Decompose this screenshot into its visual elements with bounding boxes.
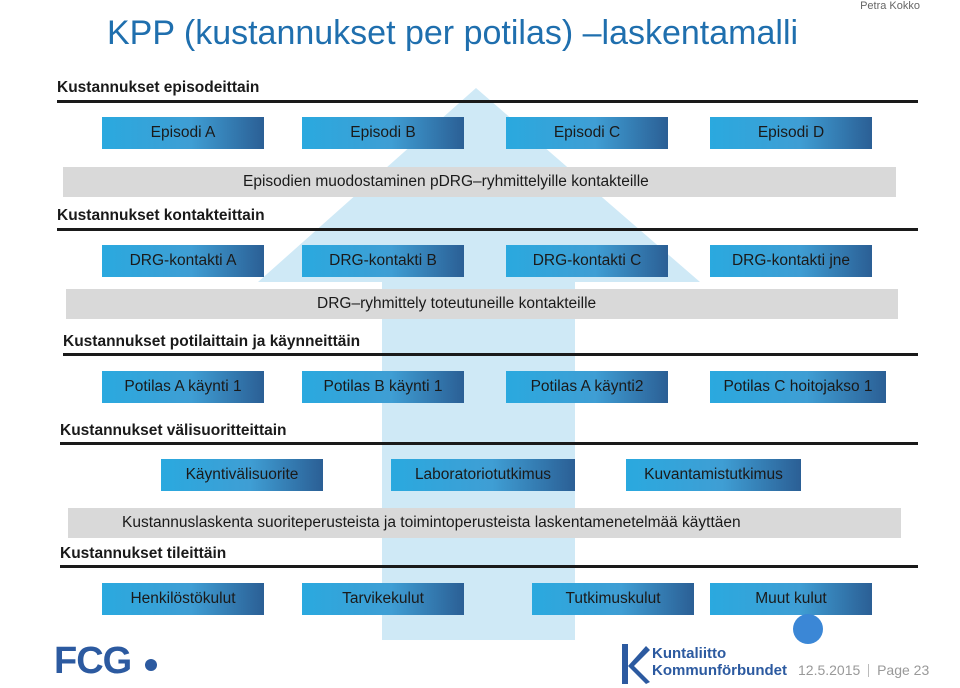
box-episodi-a: Episodi A	[102, 117, 264, 149]
box-muut-kulut: Muut kulut	[710, 583, 872, 615]
box-potilas-a-kaynti-2: Potilas A käynti2	[506, 371, 668, 403]
page-number: Page 23	[877, 662, 930, 678]
box-tutkimuskulut: Tutkimuskulut	[532, 583, 694, 615]
divider-line	[60, 565, 918, 568]
kuntaliitto-logo-text	[652, 645, 787, 679]
footer-date: 12.5.2015	[798, 662, 861, 678]
band-episode-formation: Episodien muodostaminen pDRG–ryhmittelyille kontakteille	[63, 167, 896, 197]
box-episodi-d: Episodi D	[710, 117, 872, 149]
band-cost-accounting: Kustannuslaskenta suoriteperusteista ja toimintoperusteista laskentamenetelmää käyttäen	[68, 508, 901, 538]
label-intermediate-outputs: Kustannukset välisuoritteittain	[60, 422, 287, 439]
box-potilas-b-kaynti-1: Potilas B käynti 1	[302, 371, 464, 403]
box-episodi-b: Episodi B	[302, 117, 464, 149]
footer-date-page	[798, 662, 929, 678]
divider-line	[57, 100, 918, 103]
box-tarvikekulut: Tarvikekulut	[302, 583, 464, 615]
kuntaliitto-line1: Kuntaliitto	[652, 645, 727, 662]
divider-line	[60, 442, 918, 445]
box-henkilostokulut: Henkilöstökulut	[102, 583, 264, 615]
fcg-logo: FCG	[54, 640, 132, 682]
box-drg-kontakti-b: DRG-kontakti B	[302, 245, 464, 277]
box-kuvantamistutkimus: Kuvantamistutkimus	[626, 459, 801, 491]
kuntaliitto-logo-icon	[622, 644, 650, 684]
footer-separator	[868, 664, 869, 677]
label-contacts: Kustannukset kontakteittain	[57, 207, 265, 224]
box-drg-kontakti-jne: DRG-kontakti jne	[710, 245, 872, 277]
divider-line	[63, 353, 918, 356]
label-episodes: Kustannukset episodeittain	[57, 79, 260, 96]
page-title: KPP (kustannukset per potilas) –laskentamalli	[107, 14, 799, 52]
box-kayntivalisuorite: Käyntivälisuorite	[161, 459, 323, 491]
author-name: Petra Kokko	[860, 0, 920, 12]
box-drg-kontakti-c: DRG-kontakti C	[506, 245, 668, 277]
box-drg-kontakti-a: DRG-kontakti A	[102, 245, 264, 277]
box-episodi-c: Episodi C	[506, 117, 668, 149]
box-laboratoriotutkimus: Laboratoriotutkimus	[391, 459, 575, 491]
box-potilas-c-hoitojakso-1: Potilas C hoitojakso 1	[710, 371, 886, 403]
band-drg-grouping: DRG–ryhmittely toteutuneille kontakteille	[66, 289, 898, 319]
label-accounts: Kustannukset tileittäin	[60, 545, 227, 562]
label-patients-visits: Kustannukset potilaittain ja käynneittäin	[63, 333, 361, 350]
decorative-circle	[793, 614, 823, 644]
divider-line	[57, 228, 918, 231]
fcg-logo-dot	[145, 659, 157, 671]
kuntaliitto-line2: Kommunförbundet	[652, 662, 787, 679]
box-potilas-a-kaynti-1: Potilas A käynti 1	[102, 371, 264, 403]
